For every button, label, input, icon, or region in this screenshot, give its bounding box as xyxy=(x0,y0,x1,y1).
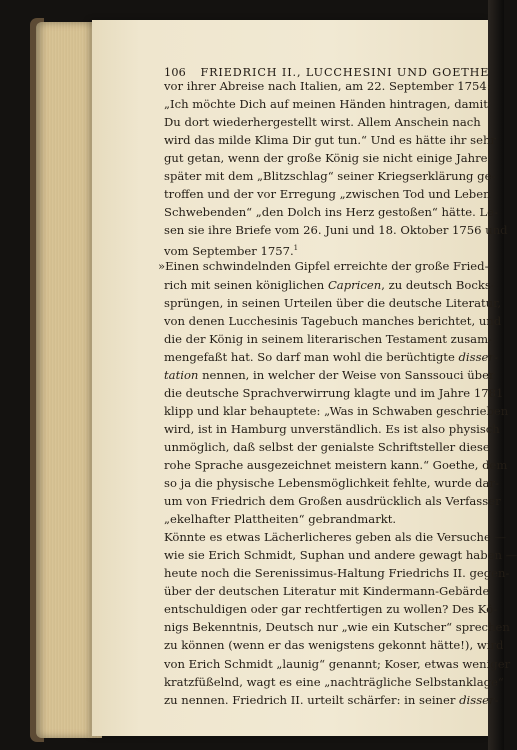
text-segment: gut getan, wenn der große König sie nicht einige Jahre xyxy=(164,151,488,166)
text-segment: Schwebenden“ „den Dolch ins Herz gestoßen“ hätte. Le- xyxy=(164,205,498,220)
text-segment: Könnte es etwas Lächerlicheres geben als die Versuche — xyxy=(164,530,507,545)
text-segment: zu nennen. Friedrich II. urteilt schärfer: in seiner xyxy=(164,692,460,707)
text-segment: wird, ist in Hamburg unverständlich. Es ist also physisch xyxy=(164,421,500,436)
text-segment: nigs Bekenntnis, Deutsch nur „wie ein Kutscher“ sprechen xyxy=(164,620,510,635)
footnote-marker: 1 xyxy=(293,244,299,253)
text-segment: vor ihrer Abreise nach Italien, am 22. September 1754: xyxy=(164,79,491,93)
text-segment: »Einen schwindelnden Gipfel erreichte der große Fried- xyxy=(158,259,489,274)
text-segment: später mit dem „Blitzschlag“ seiner Kriegserklärung ge- xyxy=(164,169,496,184)
text-line xyxy=(164,673,504,691)
text-line xyxy=(164,636,504,654)
text-segment: entschuldigen oder gar rechtfertigen zu wollen? Des Kö- xyxy=(164,602,498,617)
text-segment: „ekelhafter Plattheiten“ gebrandmarkt. xyxy=(164,512,397,527)
text-line xyxy=(164,330,492,348)
text-segment: sen sie ihre Briefe vom 26. Juni und 18. Oktober 1756 und xyxy=(164,223,508,238)
text-segment: die deutsche Sprachverwirrung klagte und im Jahre 1781 xyxy=(164,385,504,400)
text-segment: rohe Sprache ausgezeichnet meistern kann.“ Goethe, dem xyxy=(164,457,508,472)
text-line xyxy=(164,492,501,510)
text-line xyxy=(164,564,510,582)
text-line xyxy=(164,276,495,294)
text-line xyxy=(164,239,474,257)
text-segment: über der deutschen Literatur mit Kindermann-Gebärde xyxy=(164,584,490,599)
text-line xyxy=(164,528,507,546)
text-line xyxy=(164,474,499,492)
text-segment: unmöglich, daß selbst der genialste Schriftsteller diese xyxy=(164,439,490,454)
text-segment: um von Friedrich dem Großen ausdrücklich als Verfasser xyxy=(164,494,501,509)
text-line xyxy=(164,510,474,528)
text-line xyxy=(164,384,504,402)
text-segment: kratzfüßelnd, wagt es eine „nachträgliche Selbstanklage“ xyxy=(164,674,504,689)
text-segment: mengefaßt hat. So darf man wohl die berüchtigte xyxy=(164,349,459,364)
text-line xyxy=(164,546,517,564)
text-line xyxy=(164,456,508,474)
text-segment: „Ich möchte Dich auf meinen Händen hintragen, damit xyxy=(164,97,488,112)
italic-text: disser- xyxy=(459,692,499,707)
text-line xyxy=(164,366,495,384)
text-line xyxy=(164,113,481,131)
text-line xyxy=(164,348,498,366)
text-segment: von denen Lucchesinis Tagebuch manches berichtet, und xyxy=(164,313,502,328)
body-text xyxy=(158,77,517,709)
text-line xyxy=(164,167,496,185)
text-segment: sprüngen, in seinen Urteilen über die deutsche Literatur, xyxy=(164,295,502,310)
text-line xyxy=(164,618,510,636)
text-line xyxy=(164,203,498,221)
text-line xyxy=(164,95,488,113)
text-segment: vom September 1757. xyxy=(164,244,294,259)
text-line xyxy=(164,185,491,203)
text-line xyxy=(164,691,499,709)
text-segment: troffen und der vor Erregung „zwischen Tod und Leben xyxy=(164,187,491,202)
text-line xyxy=(164,312,502,330)
text-line xyxy=(164,420,500,438)
text-segment: so ja die physische Lebensmöglichkeit fehlte, wurde dar- xyxy=(164,476,499,491)
text-segment: heute noch die Serenissimus-Haltung Friedrichs II. gegen- xyxy=(164,566,510,581)
italic-text: disser- xyxy=(458,349,498,364)
text-segment: die der König in seinem literarischen Testament zusam- xyxy=(164,331,492,346)
italic-text: Capricen xyxy=(327,277,382,292)
text-line xyxy=(164,149,488,167)
text-line xyxy=(164,221,508,239)
page-number: 106 xyxy=(164,66,186,79)
text-segment: wie sie Erich Schmidt, Suphan und andere gewagt haben — xyxy=(164,548,517,563)
text-segment: Du dort wiederhergestellt wirst. Allem Anschein nach xyxy=(164,115,481,130)
text-segment: nennen, in welcher der Weise von Sanssouci über xyxy=(198,367,495,382)
text-line xyxy=(164,438,490,456)
running-head-title: FRIEDRICH II., LUCCHESINI UND GOETHE xyxy=(200,66,490,79)
text-line xyxy=(164,131,496,149)
italic-text: tation xyxy=(164,367,199,382)
text-line xyxy=(158,257,489,275)
text-segment: rich mit seinen königlichen xyxy=(164,277,328,292)
text-line xyxy=(164,294,502,312)
text-line xyxy=(164,402,509,420)
text-line xyxy=(164,582,490,600)
text-segment: zu können (wenn er das wenigstens gekonnt hätte!), wird xyxy=(164,638,504,653)
text-line xyxy=(164,655,511,673)
text-line xyxy=(164,77,491,95)
text-segment: klipp und klar behauptete: „Was in Schwaben geschrieben xyxy=(164,403,509,418)
text-segment: , zu deutsch Bocks- xyxy=(381,277,495,292)
text-segment: von Erich Schmidt „launig“ genannt; Koser, etwas weniger xyxy=(164,656,511,671)
text-segment: wird das milde Klima Dir gut tun.“ Und es hätte ihr sehr xyxy=(164,133,496,148)
text-line xyxy=(164,600,498,618)
